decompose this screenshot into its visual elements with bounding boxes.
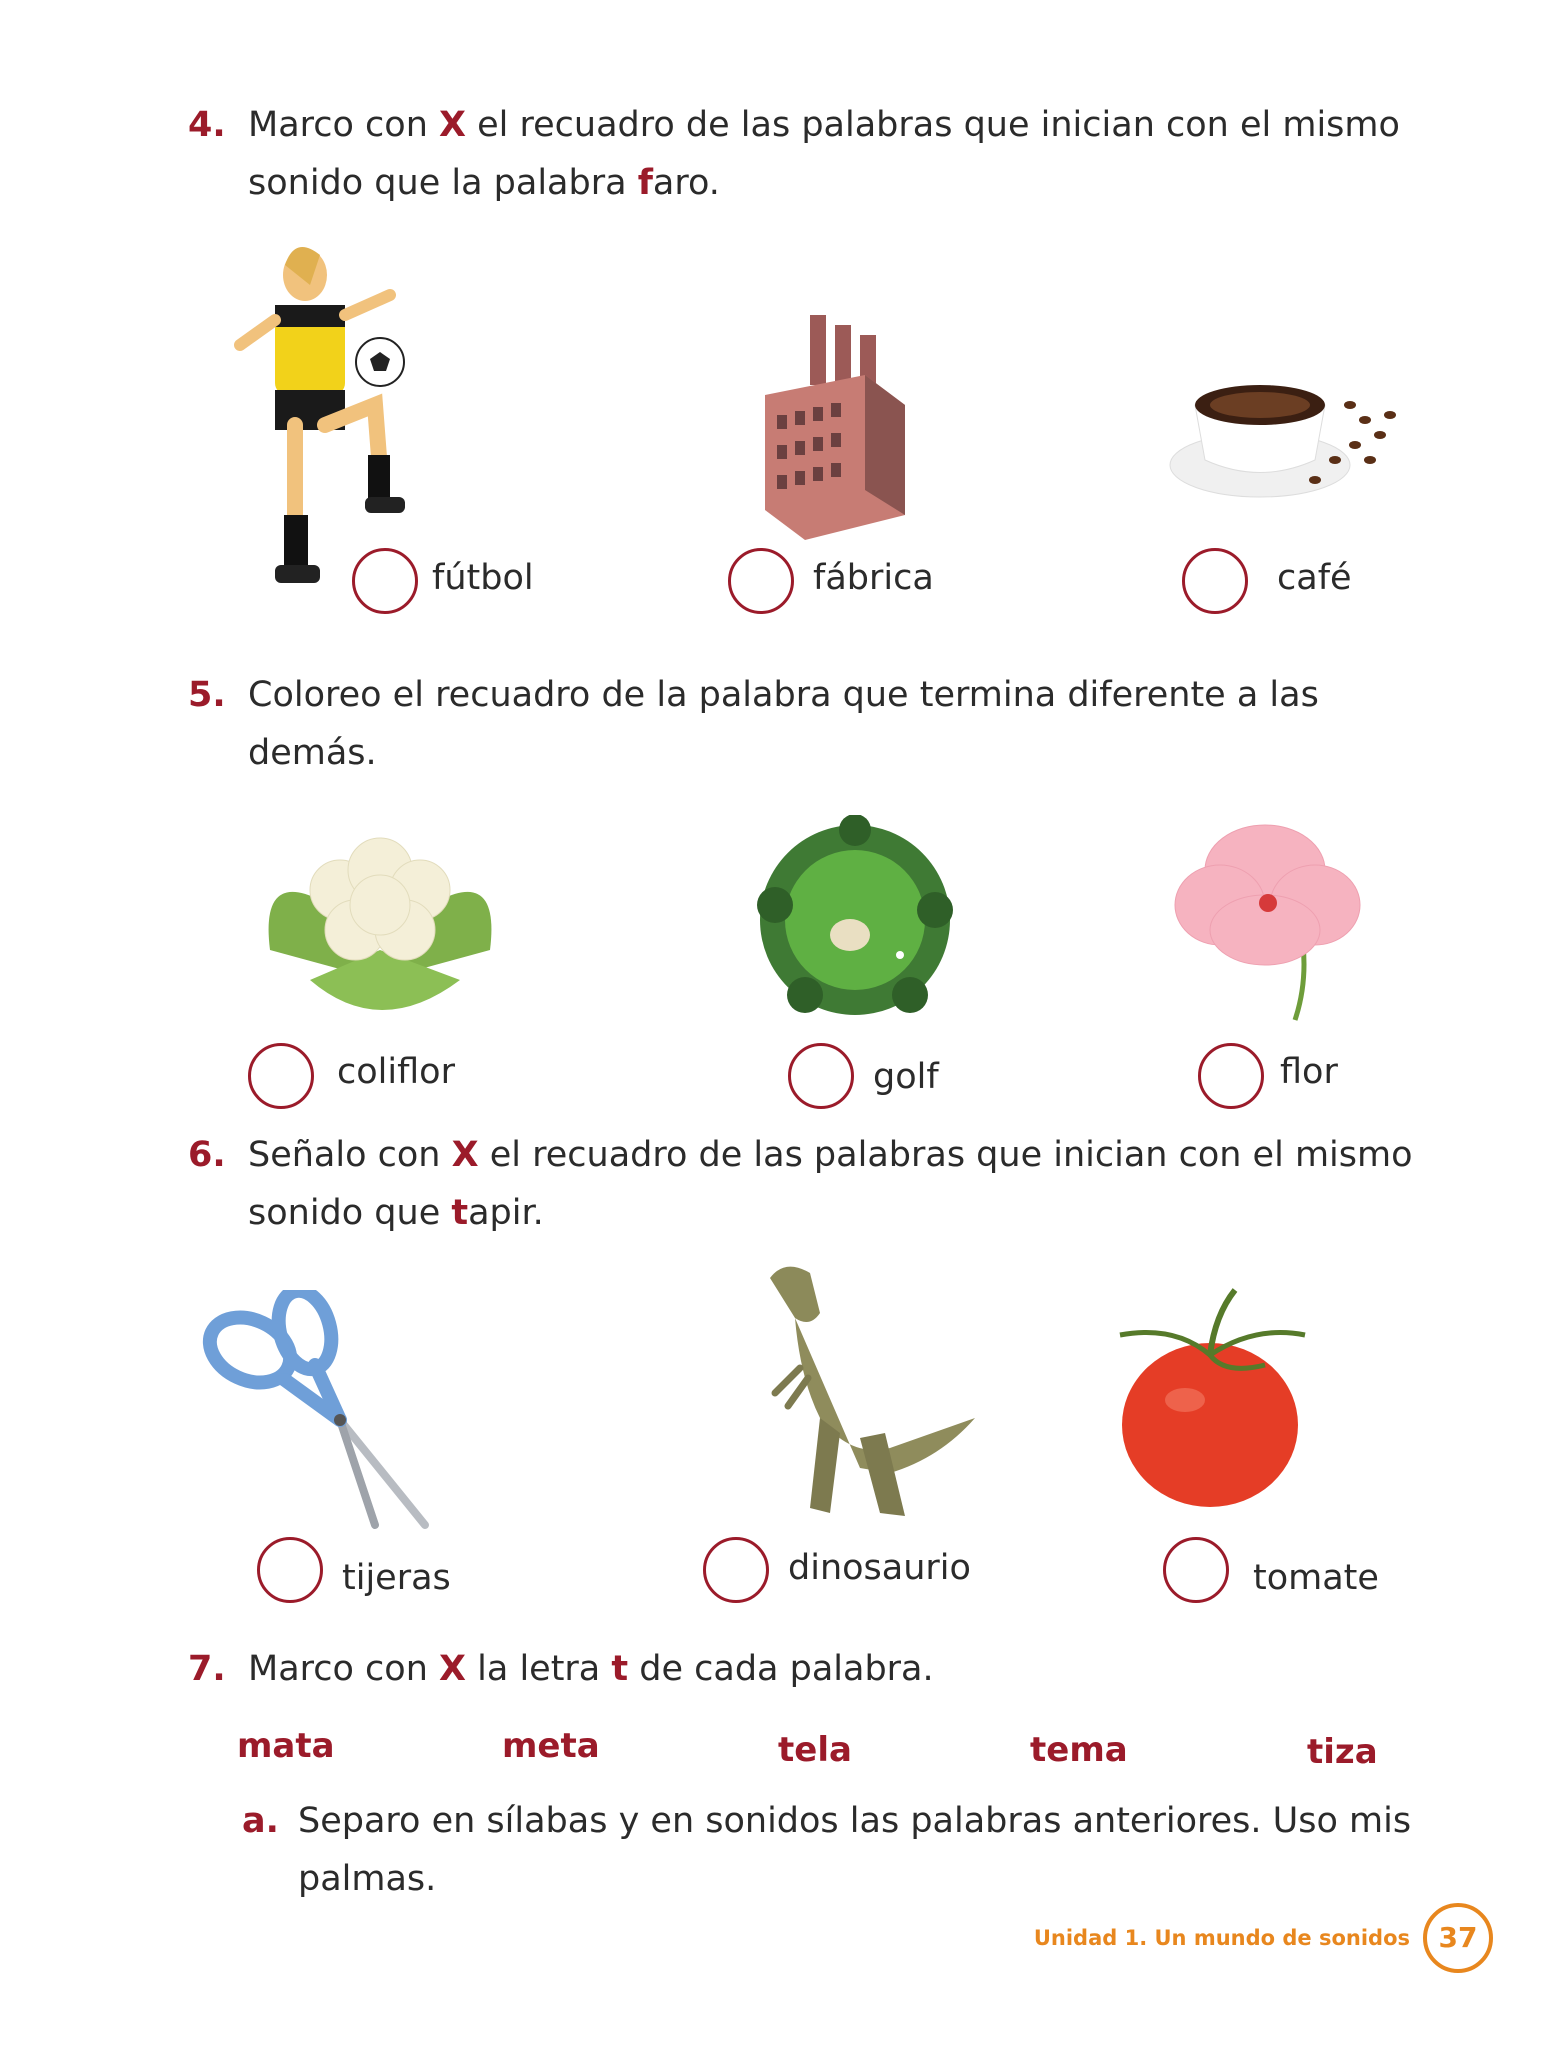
checkbox-tomate[interactable] [1163, 1537, 1229, 1603]
checkbox-fabrica[interactable] [728, 548, 794, 614]
unit-title: Unidad 1. Un mundo de sonidos [1033, 1926, 1410, 1950]
option-label: golf [873, 1057, 939, 1097]
checkbox-coliflor[interactable] [248, 1043, 314, 1109]
checkbox-tijeras[interactable] [257, 1537, 323, 1603]
checkbox-flor[interactable] [1198, 1043, 1264, 1109]
word-mata[interactable]: mata [237, 1726, 335, 1766]
x-mark: X [439, 105, 467, 145]
option-label: dinosaurio [788, 1548, 971, 1588]
question-4 [190, 96, 1440, 212]
question-number: 6. [188, 1135, 226, 1175]
page-number: 37 [1423, 1903, 1493, 1973]
word-meta[interactable]: meta [502, 1726, 600, 1766]
highlight-letter: t [611, 1649, 629, 1689]
checkbox-dinosaurio[interactable] [703, 1537, 769, 1603]
option-label: coliflor [337, 1052, 455, 1092]
question-text: Marco con X el recuadro de las palabras que inician con el mismo sonido que la palabra faro. [248, 105, 1400, 203]
question-text: Señalo con X el recuadro de las palabras que inician con el mismo sonido que tapir. [248, 1135, 1413, 1233]
cauliflower-image [250, 810, 510, 1030]
scissors-image [200, 1290, 440, 1530]
checkbox-futbol[interactable] [352, 548, 418, 614]
checkbox-golf[interactable] [788, 1043, 854, 1109]
word-tiza[interactable]: tiza [1307, 1732, 1378, 1772]
coffee-cup-image [1165, 365, 1405, 505]
question-7a [242, 1792, 1422, 1908]
word-tela[interactable]: tela [778, 1730, 852, 1770]
question-5 [190, 666, 1440, 782]
dinosaur-image [740, 1258, 980, 1528]
option-label: tijeras [342, 1558, 451, 1598]
checkbox-cafe[interactable] [1182, 548, 1248, 614]
question-7 [190, 1640, 1440, 1698]
golf-globe-image [745, 815, 965, 1025]
sub-question-text: Separo en sílabas y en sonidos las palabras anteriores. Uso mis palmas. [298, 1801, 1412, 1899]
option-label: fútbol [432, 558, 534, 598]
option-label: café [1277, 558, 1352, 598]
flower-image [1165, 815, 1375, 1025]
option-label: flor [1280, 1052, 1338, 1092]
soccer-player-image [215, 235, 415, 595]
sub-question-letter: a. [242, 1801, 279, 1841]
option-label: tomate [1253, 1558, 1379, 1598]
x-mark: X [439, 1649, 467, 1689]
question-text: Marco con X la letra t de cada palabra. [248, 1649, 934, 1689]
option-label: fábrica [813, 558, 934, 598]
highlight-letter: t [451, 1193, 469, 1233]
question-number: 4. [188, 105, 226, 145]
question-number: 7. [188, 1649, 226, 1689]
question-6 [190, 1126, 1440, 1242]
question-number: 5. [188, 675, 226, 715]
question-text: Coloreo el recuadro de la palabra que termina diferente a las demás. [248, 675, 1319, 773]
word-tema[interactable]: tema [1030, 1730, 1128, 1770]
factory-image [755, 315, 915, 540]
tomato-image [1115, 1285, 1315, 1515]
highlight-letter: f [637, 163, 653, 203]
x-mark: X [451, 1135, 479, 1175]
